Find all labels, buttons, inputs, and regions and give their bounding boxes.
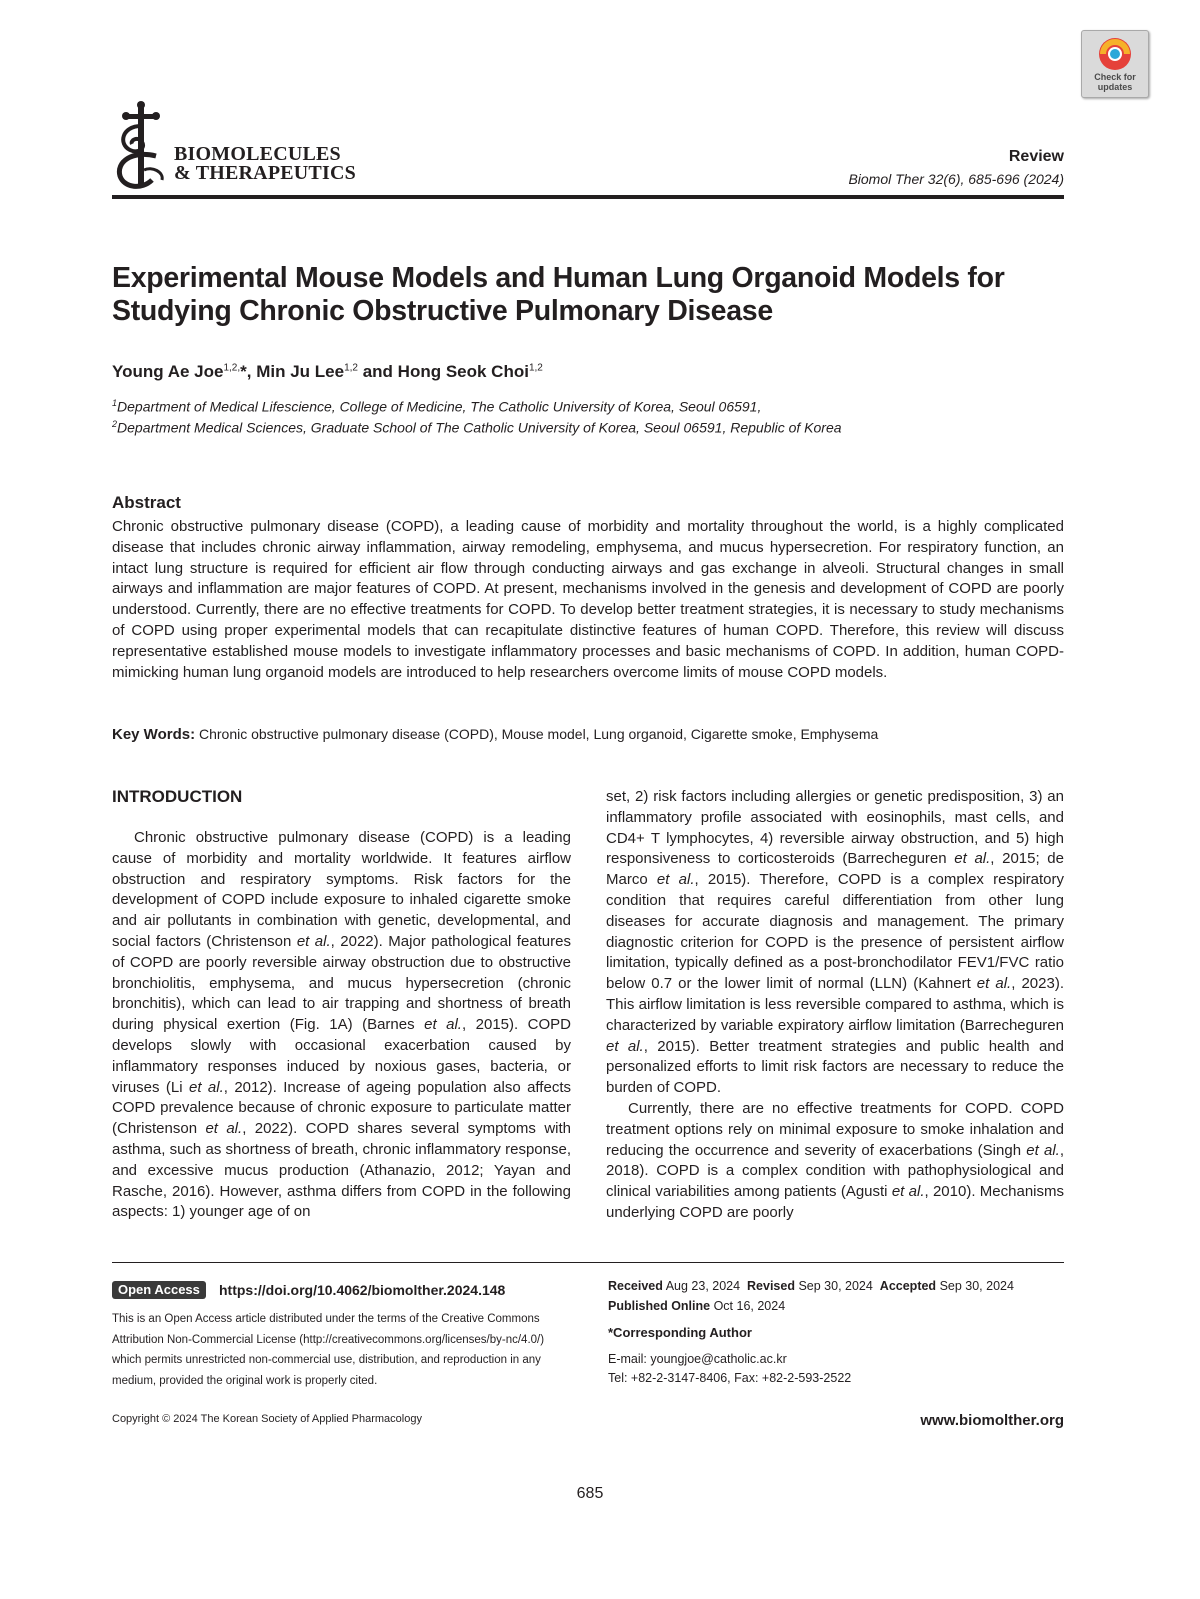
author-name: Hong Seok Choi [397,362,529,381]
badge-label-line1: Check for [1094,72,1136,82]
et-al: et al. [606,1037,644,1055]
text-run: Currently, there are no effective treatments for COPD. COPD treatment options rely on minimal exposure to smoke inhalation and reducing the occurrence and severity of exacerbations (Singh [606,1099,1064,1159]
badge-label-line2: updates [1097,82,1133,92]
et-al: et al. [205,1120,243,1138]
doi-link[interactable]: https://doi.org/10.4062/biomolther.2024.148 [219,1282,506,1298]
revised-label: Revised [747,1279,795,1293]
check-for-updates-badge[interactable] [1081,30,1149,98]
published-label: Published Online [608,1299,711,1313]
text-run: , 2010). Mechanisms underlying COPD are poorly [606,1183,1064,1221]
journal-emblem-icon [112,100,174,192]
affiliation-number: 2 [112,419,118,429]
affiliation-text: Department Medical Sciences, Graduate School of The Catholic University of Korea, Seoul 06591, Republic of Korea [117,419,842,436]
et-al: et al. [976,975,1012,993]
author-name: Min Ju Lee [256,362,345,381]
text-run: , 2015; de Marco [606,850,1064,889]
accepted-label: Accepted [879,1279,937,1293]
et-al: et al. [188,1078,224,1096]
footer-divider [112,1262,1064,1263]
text-run: , 2015). COPD develops slowly with occasional exacerbation caused by inflammatory responses induced by noxious gases, bacteria, or viruses (Li [112,1016,572,1096]
author-affiliation-sup: 1,2 [528,362,543,374]
email[interactable]: E-mail: youngjoe@catholic.ac.kr [608,1352,787,1366]
author-separator: , [246,362,257,381]
et-al: et al. [296,932,331,950]
corresponding-label-text: *Corresponding Author [608,1325,752,1340]
author-list [112,362,543,382]
text-run: , 2012). Increase of ageing population also affects COPD prevalence because of chronic exposure to particulate matter (Christenson [112,1078,571,1138]
revised-date: Sep 30, 2024 [798,1279,873,1293]
keywords [112,726,878,743]
text-run: , 2015). Therefore, COPD is a complex respiratory condition that requires careful differentiation from other lung diseases for accurate diagnosis and management. The primary diagnostic criterion for COPD is the presence of persistent airflow limitation, typically defined as a post-bronchodilator FEV1/FVC ratio below 0.7 or the lower limit of normal (LLN) (Kahnert [606,871,1064,993]
et-al: et al. [954,850,991,868]
header-divider [112,195,1064,199]
intro-paragraph-2 [606,1099,1064,1224]
et-al: et al. [1026,1141,1060,1159]
dates-line-2 [608,1297,785,1315]
corresponding-marker: * [240,362,247,381]
affiliation-1 [112,398,761,415]
dates-line-1 [608,1277,1014,1295]
published-date: Oct 16, 2024 [713,1299,786,1313]
left-column [112,828,571,1223]
journal-citation: Biomol Ther 32(6), 685-696 (2024) [848,171,1064,187]
website-link[interactable]: www.biomolther.org [920,1412,1064,1429]
author-affiliation-sup: 1,2, [223,362,241,374]
text-run: Chronic obstructive pulmonary disease (COPD) is a leading cause of morbidity and mortality worldwide. It features airflow obstruction and respiratory symptoms. Risk factors for the development of COPD include exposure to inhaled cigarette smoke and air pollutants in combination with genetic, developmental, and social factors (Christenson [112,829,571,950]
article-type: Review [1008,148,1064,165]
affiliation-number: 1 [112,398,118,408]
keywords-text: Chronic obstructive pulmonary disease (COPD), Mouse model, Lung organoid, Cigarette smoke, Emphysema [198,726,879,742]
et-al: et al. [656,871,695,889]
received-date: Aug 23, 2024 [665,1279,741,1293]
author-name: Young Ae Joe [112,362,224,381]
corresponding-author-label [608,1324,752,1342]
abstract-text: Chronic obstructive pulmonary disease (COPD), a leading cause of morbidity and mortality throughout the world, is a highly complicated disease that includes chronic airway inflammation, airway remodeling, emphysema, and mucus hypersecretion. For respiratory function, an intact lung structure is required for efficient air flow through conducting airways and gas exchange in alveoli. Structural changes in small airways and inflammation are major features of COPD. At present, mechanisms involved in the genesis and development of COPD are poorly understood. Currently, there are no effective treatments for COPD. To develop better treatment strategies, it is necessary to study mechanisms of COPD using proper experimental models that can recapitulate distinctive features of human COPD. Therefore, this review will discuss representative established mouse models to investigate inflammatory processes and basic mechanisms of COPD. In addition, human COPD-mimicking human lung organoid models are introduced to help researchers overcome limits of mouse COPD models. [112,518,1064,681]
journal-name-line2: & THERAPEUTICS [174,162,356,184]
affiliation-2 [112,419,842,436]
intro-paragraph-1-continued [606,787,1064,1099]
update-crossmark-icon [1097,36,1133,72]
copyright: Copyright © 2024 The Korean Society of Applied Pharmacology [112,1413,422,1425]
article-title: Experimental Mouse Models and Human Lung Organoid Models for Studying Chronic Obstructive Pulmonary Disease [112,262,1005,327]
abstract-heading: Abstract [112,493,181,512]
text-run: , 2022). COPD shares several symptoms with asthma, such as shortness of breath, chronic inflammatory response, and excessive mucus production (Athanazio, 2012; Yayan and Rasche, 2016). However, asthma differs from COPD in the following aspects: 1) younger age of on [112,1120,571,1221]
et-al: et al. [891,1183,925,1201]
text-run: set, 2) risk factors including allergies or genetic predisposition, 3) an inflammatory profile associated with eosinophils, mast cells, and CD4+ T lymphocytes, 4) reversible airway obstruction, and 5) high responsiveness to corticosteroids (Barrecheguren [606,788,1064,868]
right-column [606,787,1064,1224]
license-text: This is an Open Access article distributed under the terms of the Creative Commons Attribution Non-Commercial License (http://creativecommons.org/licenses/by-nc/4.0/) which permits unrestricted non-commercial use, distribution, and reproduction in any medium, provided the original work is properly cited. [112,1313,545,1387]
introduction-heading: INTRODUCTION [112,787,243,806]
text-run: , 2022). Major pathological features of COPD are poorly reversible airway obstruction due to obstructive bronchiolitis, emphysema, and mucus hypersecretion (chronic bronchitis), which can lead to air trapping and shortness of breath during physical exertion (Fig. 1A) (Barnes [112,932,571,1034]
et-al: et al. [424,1016,462,1034]
phone-fax: Tel: +82-2-3147-8406, Fax: +82-2-593-2522 [608,1371,852,1385]
author-separator: and [358,362,398,381]
affiliation-text: Department of Medical Lifescience, College of Medicine, The Catholic University of Korea, Seoul 06591, [117,398,762,415]
journal-name-line1: BIOMOLECULES [174,143,341,165]
page-number: 685 [576,1485,604,1502]
journal-logo [112,100,356,192]
text-run: , 2018). COPD is a complex condition with pathophysiological and clinical variabilities among patients (Agusti [606,1141,1064,1201]
accepted-date: Sep 30, 2024 [939,1279,1014,1293]
keywords-label: Key Words: [112,726,196,743]
text-run: , 2023). This airflow limitation is less reversible compared to asthma, which is characterized by variable expiratory airflow limitation (Barrecheguren [606,975,1064,1034]
intro-paragraph-1 [112,828,571,1223]
open-access-badge: Open Access [112,1281,206,1299]
author-affiliation-sup: 1,2 [344,362,358,374]
received-label: Received [608,1279,663,1293]
text-run: , 2015). Better treatment strategies and public health and personalized efforts to limit risk factors are necessary to reduce the burden of COPD. [606,1037,1064,1097]
